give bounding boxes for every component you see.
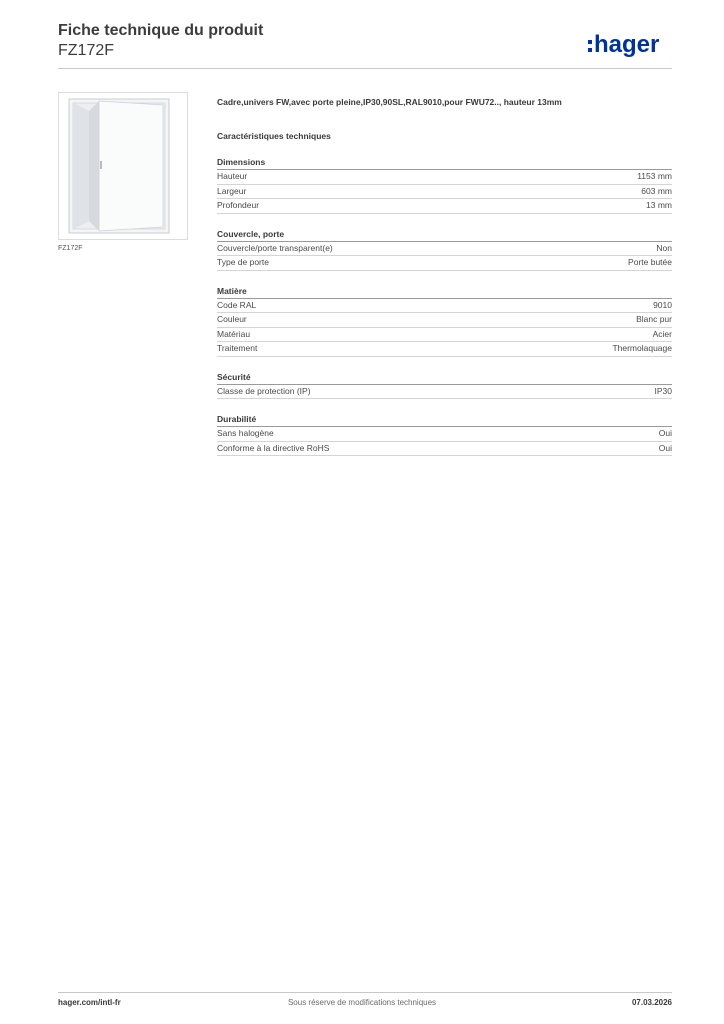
- footer-disclaimer: Sous réserve de modifications techniques: [287, 998, 437, 1007]
- footer-date: 07.03.2026: [631, 998, 672, 1007]
- product-reference: FZ172F: [58, 42, 115, 59]
- spec-row: [217, 328, 672, 343]
- spec-label: Couvercle/porte transparent(e): [217, 242, 333, 253]
- spec-row: [217, 427, 672, 442]
- product-description: Cadre,univers FW,avec porte pleine,IP30,90SL,RAL9010,pour FWU72.., hauteur 13mm: [217, 97, 562, 107]
- spec-group-dimensions: [217, 156, 672, 214]
- spec-value: Blanc pur: [636, 314, 672, 324]
- spec-group-safety: [217, 371, 672, 400]
- spec-value: Oui: [658, 428, 672, 438]
- specs-heading: Caractéristiques techniques: [217, 131, 331, 141]
- spec-value: Acier: [652, 328, 672, 339]
- group-title: Sécurité: [217, 371, 672, 385]
- spec-group-material: [217, 285, 672, 357]
- logo-text: hager: [594, 31, 660, 58]
- spec-group-cover-door: [217, 228, 672, 271]
- spec-label: Matériau: [217, 328, 251, 339]
- image-caption: FZ172F: [58, 245, 83, 252]
- spec-content: [217, 96, 672, 456]
- spec-value: 13 mm: [646, 200, 672, 210]
- spec-row: [217, 299, 672, 314]
- spec-value: Porte butée: [628, 257, 672, 267]
- spec-value: 603 mm: [641, 185, 672, 196]
- spec-label: Traitement: [217, 343, 258, 353]
- spec-row: [217, 442, 672, 457]
- footer-website-link[interactable]: hager.com/intl-fr: [58, 998, 121, 1007]
- footer-divider: [58, 992, 672, 993]
- spec-row: [217, 199, 672, 214]
- spec-row: [217, 385, 672, 400]
- spec-label: Classe de protection (IP): [217, 385, 311, 396]
- enclosure-door-illustration: [59, 93, 187, 239]
- group-title: Durabilité: [217, 413, 672, 427]
- spec-row: [217, 313, 672, 328]
- spec-value: Oui: [658, 442, 672, 453]
- spec-value: Non: [656, 242, 672, 253]
- spec-row: [217, 342, 672, 357]
- group-title: Couvercle, porte: [217, 228, 672, 242]
- spec-row: [217, 185, 672, 200]
- spec-value: 1153 mm: [637, 171, 672, 181]
- spec-row: [217, 170, 672, 185]
- spec-row: [217, 256, 672, 271]
- spec-group-sustainability: [217, 413, 672, 456]
- spec-label: Couleur: [217, 314, 247, 324]
- header-divider: [58, 68, 672, 69]
- page-title: Fiche technique du produit: [58, 22, 264, 39]
- product-image: [58, 92, 188, 240]
- spec-label: Largeur: [217, 185, 247, 196]
- spec-label: Type de porte: [217, 257, 269, 267]
- spec-label: Hauteur: [217, 171, 248, 181]
- page-header: [58, 22, 672, 68]
- spec-label: Code RAL: [217, 299, 257, 310]
- spec-label: Profondeur: [217, 200, 260, 210]
- hager-logo: [588, 28, 672, 58]
- spec-label: Conforme à la directive RoHS: [217, 442, 330, 453]
- spec-row: [217, 242, 672, 257]
- group-title: Matière: [217, 285, 672, 299]
- spec-value: 9010: [653, 299, 672, 310]
- group-title: Dimensions: [217, 156, 672, 170]
- spec-value: IP30: [654, 385, 672, 396]
- spec-label: Sans halogène: [217, 428, 274, 438]
- spec-value: Thermolaquage: [612, 343, 672, 353]
